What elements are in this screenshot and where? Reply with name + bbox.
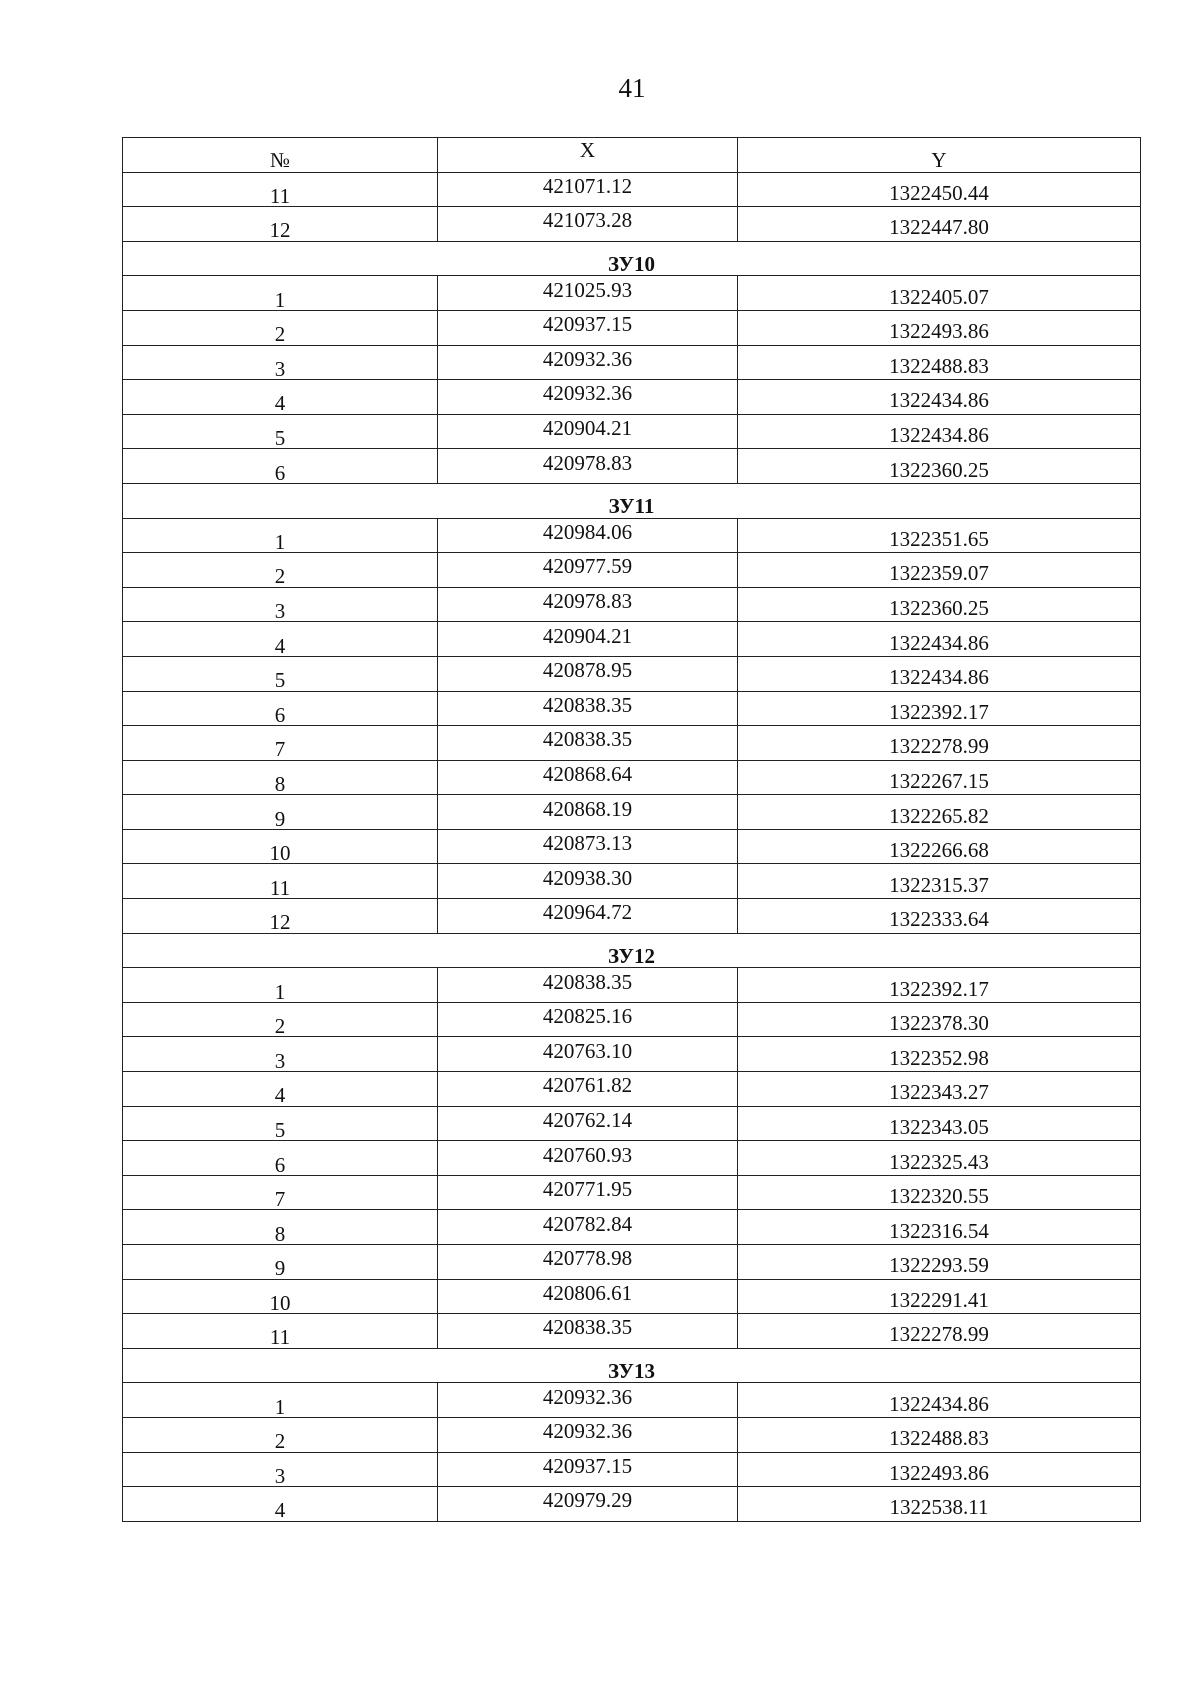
- x-coordinate-cell: [438, 1279, 738, 1314]
- point-number: 3: [274, 1463, 286, 1488]
- table-row: [123, 276, 1141, 311]
- x-coordinate: 421073.28: [542, 208, 633, 233]
- y-coordinate: 1322266.68: [889, 838, 989, 863]
- point-number-cell: [123, 656, 438, 691]
- y-coordinate-cell: [738, 1383, 1141, 1418]
- section-row: [123, 241, 1141, 276]
- page-number: 41: [618, 73, 646, 103]
- table-row: [123, 310, 1141, 345]
- point-number-cell: [123, 1037, 438, 1072]
- point-number-cell: [123, 1141, 438, 1176]
- y-coordinate-cell: [738, 1002, 1141, 1037]
- point-number-cell: [123, 380, 438, 415]
- y-coordinate: 1322360.25: [889, 596, 989, 621]
- x-coordinate-cell: [438, 345, 738, 380]
- x-coordinate-cell: [438, 968, 738, 1003]
- table-row: [123, 1106, 1141, 1141]
- y-coordinate-cell: [738, 553, 1141, 588]
- x-coordinate-cell: [438, 172, 738, 207]
- x-coordinate: 420771.95: [542, 1177, 633, 1202]
- y-coordinate-cell: [738, 656, 1141, 691]
- y-coordinate-cell: [738, 207, 1141, 242]
- point-number: 2: [274, 1014, 286, 1039]
- y-coordinate-cell: [738, 345, 1141, 380]
- x-coordinate-cell: [438, 587, 738, 622]
- x-coordinate-cell: [438, 691, 738, 726]
- point-number: 10: [269, 841, 291, 866]
- y-coordinate: 1322343.05: [889, 1114, 989, 1139]
- y-coordinate: 1322392.17: [889, 976, 989, 1001]
- point-number: 3: [274, 599, 286, 624]
- header-x-label: X: [579, 138, 596, 163]
- point-number: 5: [274, 668, 286, 693]
- point-number-cell: [123, 345, 438, 380]
- y-coordinate: 1322493.86: [889, 1460, 989, 1485]
- x-coordinate: 420977.59: [542, 554, 633, 579]
- point-number-cell: [123, 1245, 438, 1280]
- table-row: [123, 1002, 1141, 1037]
- section-title-label: ЗУ11: [608, 494, 655, 519]
- x-coordinate: 420760.93: [542, 1142, 633, 1167]
- x-coordinate-cell: [438, 1106, 738, 1141]
- x-coordinate: 420838.35: [542, 1315, 633, 1340]
- x-coordinate: 420806.61: [542, 1280, 633, 1305]
- x-coordinate: 420762.14: [542, 1107, 633, 1132]
- x-coordinate: 420873.13: [542, 831, 633, 856]
- y-coordinate: 1322488.83: [889, 1426, 989, 1451]
- y-coordinate: 1322360.25: [889, 457, 989, 482]
- point-number: 9: [274, 1256, 286, 1281]
- y-coordinate: 1322434.86: [889, 388, 989, 413]
- table-row: [123, 656, 1141, 691]
- table-row: [123, 1417, 1141, 1452]
- x-coordinate-cell: [438, 449, 738, 484]
- table-row: [123, 899, 1141, 934]
- x-coordinate-cell: [438, 899, 738, 934]
- point-number-cell: [123, 1210, 438, 1245]
- y-coordinate-cell: [738, 1141, 1141, 1176]
- x-coordinate-cell: [438, 1037, 738, 1072]
- point-number: 12: [269, 218, 291, 243]
- point-number: 8: [274, 771, 286, 796]
- y-coordinate: 1322293.59: [889, 1253, 989, 1278]
- table-row: [123, 1245, 1141, 1280]
- point-number: 4: [274, 391, 286, 416]
- x-coordinate: 421071.12: [542, 173, 633, 198]
- x-coordinate: 420932.36: [542, 1384, 633, 1409]
- x-coordinate: 420937.15: [542, 312, 633, 337]
- y-coordinate-cell: [738, 622, 1141, 657]
- table-body: [123, 172, 1141, 1521]
- y-coordinate-cell: [738, 795, 1141, 830]
- x-coordinate-cell: [438, 380, 738, 415]
- point-number: 3: [274, 356, 286, 381]
- x-coordinate: 420978.83: [542, 450, 633, 475]
- point-number: 12: [269, 910, 291, 935]
- y-coordinate-cell: [738, 587, 1141, 622]
- y-coordinate: 1322434.86: [889, 665, 989, 690]
- table-row: [123, 553, 1141, 588]
- point-number: 3: [274, 1048, 286, 1073]
- y-coordinate: 1322267.15: [889, 768, 989, 793]
- x-coordinate-cell: [438, 1141, 738, 1176]
- x-coordinate-cell: [438, 656, 738, 691]
- point-number: 10: [269, 1290, 291, 1315]
- table-row: [123, 380, 1141, 415]
- table-row: [123, 449, 1141, 484]
- x-coordinate-cell: [438, 1245, 738, 1280]
- x-coordinate: 420978.83: [542, 589, 633, 614]
- point-number: 2: [274, 564, 286, 589]
- point-number-cell: [123, 795, 438, 830]
- point-number-cell: [123, 1383, 438, 1418]
- x-coordinate: 420932.36: [542, 381, 633, 406]
- x-coordinate-cell: [438, 622, 738, 657]
- point-number-cell: [123, 899, 438, 934]
- y-coordinate: 1322434.86: [889, 630, 989, 655]
- point-number-cell: [123, 1417, 438, 1452]
- y-coordinate-cell: [738, 864, 1141, 899]
- point-number-cell: [123, 1452, 438, 1487]
- x-coordinate-cell: [438, 276, 738, 311]
- y-coordinate: 1322291.41: [889, 1287, 989, 1312]
- point-number-cell: [123, 622, 438, 657]
- table-row: [123, 587, 1141, 622]
- y-coordinate-cell: [738, 172, 1141, 207]
- point-number-cell: [123, 172, 438, 207]
- y-coordinate-cell: [738, 1106, 1141, 1141]
- x-coordinate-cell: [438, 518, 738, 553]
- table-row: [123, 968, 1141, 1003]
- y-coordinate-cell: [738, 310, 1141, 345]
- y-coordinate: 1322447.80: [889, 215, 989, 240]
- y-coordinate: 1322493.86: [889, 319, 989, 344]
- y-coordinate: 1322359.07: [889, 561, 989, 586]
- point-number: 1: [274, 1394, 286, 1419]
- table-header-row: [123, 138, 1141, 173]
- point-number-cell: [123, 207, 438, 242]
- point-number-cell: [123, 1279, 438, 1314]
- point-number-cell: [123, 1487, 438, 1522]
- x-coordinate: 420904.21: [542, 416, 633, 441]
- x-coordinate: 420932.36: [542, 346, 633, 371]
- x-coordinate-cell: [438, 1487, 738, 1522]
- point-number: 6: [274, 702, 286, 727]
- point-number-cell: [123, 864, 438, 899]
- x-coordinate: 420979.29: [542, 1488, 633, 1513]
- point-number-cell: [123, 1072, 438, 1107]
- point-number: 1: [274, 287, 286, 312]
- table-row: [123, 1210, 1141, 1245]
- y-coordinate: 1322434.86: [889, 1391, 989, 1416]
- y-coordinate-cell: [738, 726, 1141, 761]
- coordinates-table: [122, 137, 1141, 1522]
- x-coordinate: 420778.98: [542, 1246, 633, 1271]
- x-coordinate-cell: [438, 829, 738, 864]
- y-coordinate: 1322278.99: [889, 1322, 989, 1347]
- point-number: 7: [274, 1187, 286, 1212]
- y-coordinate: 1322278.99: [889, 734, 989, 759]
- y-coordinate-cell: [738, 968, 1141, 1003]
- y-coordinate-cell: [738, 691, 1141, 726]
- header-number-label: №: [269, 148, 291, 173]
- point-number-cell: [123, 1002, 438, 1037]
- y-coordinate-cell: [738, 1245, 1141, 1280]
- x-coordinate-cell: [438, 310, 738, 345]
- point-number: 2: [274, 322, 286, 347]
- section-title: [123, 241, 1141, 276]
- y-coordinate-cell: [738, 760, 1141, 795]
- y-coordinate-cell: [738, 380, 1141, 415]
- x-coordinate-cell: [438, 1383, 738, 1418]
- x-coordinate: 421025.93: [542, 277, 633, 302]
- x-coordinate-cell: [438, 1452, 738, 1487]
- y-coordinate-cell: [738, 899, 1141, 934]
- x-coordinate: 420838.35: [542, 692, 633, 717]
- point-number: 4: [274, 633, 286, 658]
- point-number: 4: [274, 1083, 286, 1108]
- x-coordinate: 420868.64: [542, 761, 633, 786]
- section-title: [123, 483, 1141, 518]
- x-coordinate-cell: [438, 1314, 738, 1349]
- point-number: 1: [274, 529, 286, 554]
- table-row: [123, 1487, 1141, 1522]
- point-number: 1: [274, 979, 286, 1004]
- x-coordinate: 420838.35: [542, 727, 633, 752]
- section-title: [123, 1348, 1141, 1383]
- point-number-cell: [123, 726, 438, 761]
- y-coordinate-cell: [738, 1037, 1141, 1072]
- table-row: [123, 518, 1141, 553]
- x-coordinate: 420964.72: [542, 900, 633, 925]
- table-row: [123, 345, 1141, 380]
- y-coordinate: 1322320.55: [889, 1184, 989, 1209]
- y-coordinate: 1322405.07: [889, 284, 989, 309]
- y-coordinate-cell: [738, 1314, 1141, 1349]
- x-coordinate-cell: [438, 864, 738, 899]
- point-number: 6: [274, 1152, 286, 1177]
- point-number-cell: [123, 1175, 438, 1210]
- table-row: [123, 172, 1141, 207]
- point-number-cell: [123, 1106, 438, 1141]
- x-coordinate: 420868.19: [542, 796, 633, 821]
- section-row: [123, 483, 1141, 518]
- point-number-cell: [123, 414, 438, 449]
- table-row: [123, 864, 1141, 899]
- y-coordinate-cell: [738, 1452, 1141, 1487]
- y-coordinate-cell: [738, 1487, 1141, 1522]
- x-coordinate-cell: [438, 1072, 738, 1107]
- y-coordinate-cell: [738, 1279, 1141, 1314]
- y-coordinate-cell: [738, 1072, 1141, 1107]
- x-coordinate-cell: [438, 1417, 738, 1452]
- point-number-cell: [123, 760, 438, 795]
- x-coordinate-cell: [438, 414, 738, 449]
- y-coordinate-cell: [738, 829, 1141, 864]
- table-row: [123, 1279, 1141, 1314]
- point-number: 9: [274, 806, 286, 831]
- x-coordinate: 420838.35: [542, 969, 633, 994]
- point-number-cell: [123, 1314, 438, 1349]
- section-title-label: ЗУ10: [608, 252, 655, 277]
- y-coordinate-cell: [738, 449, 1141, 484]
- table-row: [123, 622, 1141, 657]
- x-coordinate: 420904.21: [542, 623, 633, 648]
- y-coordinate: 1322351.65: [889, 526, 989, 551]
- point-number-cell: [123, 829, 438, 864]
- table-row: [123, 1037, 1141, 1072]
- x-coordinate: 420937.15: [542, 1453, 633, 1478]
- y-coordinate-cell: [738, 276, 1141, 311]
- section-title-label: ЗУ12: [608, 943, 655, 968]
- section-title: [123, 933, 1141, 968]
- table-row: [123, 829, 1141, 864]
- x-coordinate: 420761.82: [542, 1073, 633, 1098]
- y-coordinate-cell: [738, 518, 1141, 553]
- point-number: 8: [274, 1221, 286, 1246]
- point-number: 5: [274, 1117, 286, 1142]
- table-row: [123, 1175, 1141, 1210]
- table-row: [123, 795, 1141, 830]
- y-coordinate: 1322488.83: [889, 353, 989, 378]
- point-number: 11: [269, 875, 291, 900]
- section-row: [123, 1348, 1141, 1383]
- header-number: [123, 138, 438, 173]
- y-coordinate-cell: [738, 1210, 1141, 1245]
- y-coordinate: 1322265.82: [889, 803, 989, 828]
- table-row: [123, 1314, 1141, 1349]
- table-row: [123, 1072, 1141, 1107]
- x-coordinate: 420763.10: [542, 1038, 633, 1063]
- table-row: [123, 760, 1141, 795]
- section-row: [123, 933, 1141, 968]
- table-row: [123, 726, 1141, 761]
- section-title-label: ЗУ13: [608, 1359, 655, 1384]
- x-coordinate-cell: [438, 1002, 738, 1037]
- y-coordinate-cell: [738, 414, 1141, 449]
- y-coordinate-cell: [738, 1175, 1141, 1210]
- point-number: 11: [269, 1325, 291, 1350]
- y-coordinate: 1322538.11: [889, 1495, 989, 1520]
- point-number-cell: [123, 691, 438, 726]
- point-number: 5: [274, 426, 286, 451]
- x-coordinate-cell: [438, 1175, 738, 1210]
- y-coordinate: 1322316.54: [889, 1218, 989, 1243]
- header-y: [738, 138, 1141, 173]
- point-number: 4: [274, 1498, 286, 1523]
- point-number-cell: [123, 553, 438, 588]
- x-coordinate: 420932.36: [542, 1419, 633, 1444]
- point-number: 7: [274, 737, 286, 762]
- y-coordinate: 1322450.44: [889, 180, 989, 205]
- y-coordinate: 1322343.27: [889, 1080, 989, 1105]
- table-row: [123, 207, 1141, 242]
- point-number-cell: [123, 310, 438, 345]
- point-number: 2: [274, 1429, 286, 1454]
- x-coordinate-cell: [438, 1210, 738, 1245]
- y-coordinate-cell: [738, 1417, 1141, 1452]
- point-number-cell: [123, 449, 438, 484]
- y-coordinate: 1322392.17: [889, 699, 989, 724]
- point-number-cell: [123, 276, 438, 311]
- y-coordinate: 1322315.37: [889, 872, 989, 897]
- point-number-cell: [123, 968, 438, 1003]
- y-coordinate: 1322333.64: [889, 907, 989, 932]
- y-coordinate: 1322434.86: [889, 423, 989, 448]
- table-row: [123, 1141, 1141, 1176]
- x-coordinate: 420984.06: [542, 519, 633, 544]
- x-coordinate-cell: [438, 553, 738, 588]
- y-coordinate: 1322325.43: [889, 1149, 989, 1174]
- point-number-cell: [123, 587, 438, 622]
- header-y-label: Y: [931, 148, 947, 173]
- point-number: 6: [274, 460, 286, 485]
- table-row: [123, 1452, 1141, 1487]
- point-number-cell: [123, 518, 438, 553]
- x-coordinate: 420825.16: [542, 1004, 633, 1029]
- x-coordinate: 420782.84: [542, 1211, 633, 1236]
- table-row: [123, 414, 1141, 449]
- y-coordinate: 1322352.98: [889, 1045, 989, 1070]
- x-coordinate-cell: [438, 207, 738, 242]
- table-row: [123, 1383, 1141, 1418]
- x-coordinate: 420938.30: [542, 865, 633, 890]
- x-coordinate-cell: [438, 726, 738, 761]
- x-coordinate: 420878.95: [542, 658, 633, 683]
- x-coordinate-cell: [438, 760, 738, 795]
- header-x: [438, 138, 738, 173]
- x-coordinate-cell: [438, 795, 738, 830]
- point-number: 11: [269, 183, 291, 208]
- table-row: [123, 691, 1141, 726]
- y-coordinate: 1322378.30: [889, 1011, 989, 1036]
